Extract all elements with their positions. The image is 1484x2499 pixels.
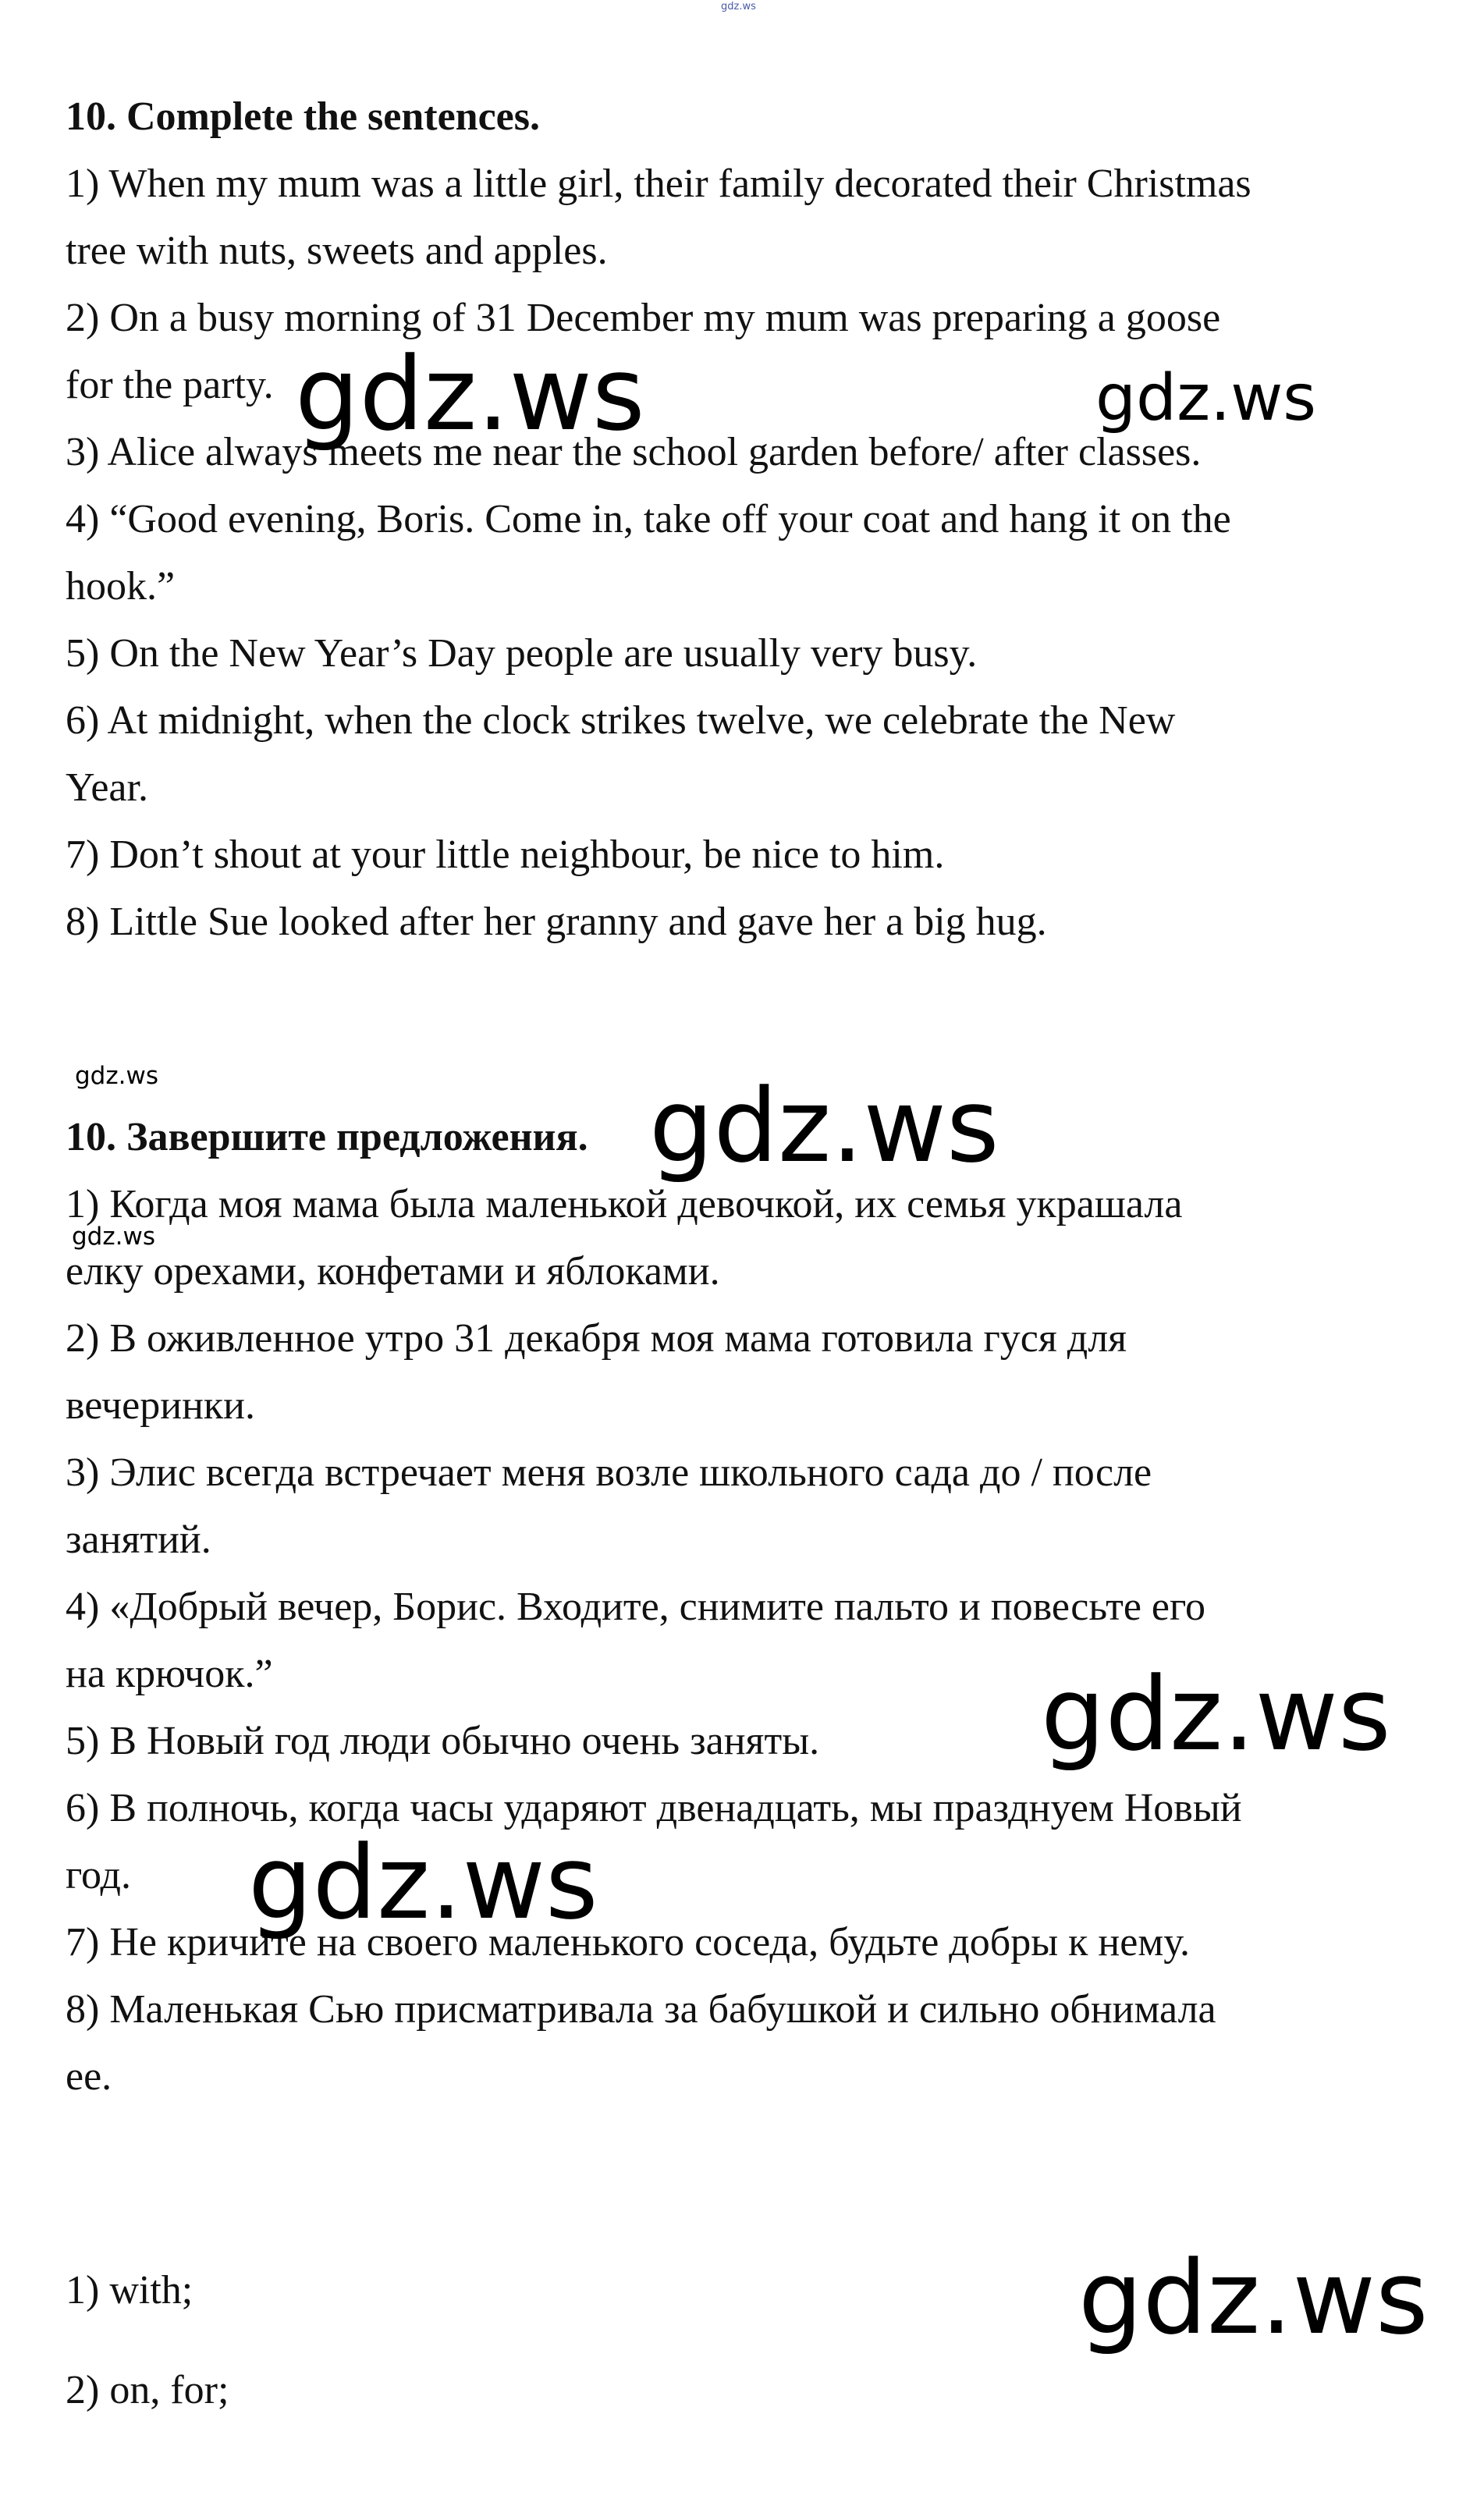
watermark-small: gdz.ws (75, 1062, 158, 1090)
watermark-small: gdz.ws (72, 1223, 155, 1251)
watermark-large: gdz.ws (649, 1067, 999, 1185)
english-line: 6) At midnight, when the clock strikes twelve, we celebrate the New (66, 698, 1176, 743)
watermark-large: gdz.ws (1041, 1655, 1391, 1773)
english-line: 7) Don’t shout at your little neighbour, be nice to him. (66, 832, 945, 877)
russian-line: вечеринки. (66, 1383, 256, 1428)
english-line: 8) Little Sue looked after her granny and gave her a big hug. (66, 900, 1047, 944)
english-line: for the party. (66, 363, 274, 407)
russian-line: елку орехами, конфетами и яблоками. (66, 1249, 720, 1294)
russian-line: 8) Маленькая Сью присматривала за бабушкой и сильно обнимала (66, 1987, 1216, 2032)
answer-line: 1) with; (66, 2268, 193, 2313)
russian-line: 2) В оживленное утро 31 декабря моя мама готовила гуся для (66, 1316, 1127, 1361)
russian-line: год. (66, 1853, 131, 1897)
russian-line: ее. (66, 2054, 112, 2099)
english-line: 1) When my mum was a little girl, their family decorated their Christmas (66, 162, 1251, 206)
english-heading: 10. Complete the sentences. (66, 94, 540, 139)
english-line: tree with nuts, sweets and apples. (66, 229, 608, 273)
russian-heading: 10. Завершите предложения. (66, 1115, 588, 1159)
english-line: Year. (66, 765, 148, 810)
russian-line: 4) «Добрый вечер, Борис. Входите, снимите пальто и повесьте его (66, 1585, 1206, 1629)
english-line: hook.” (66, 564, 176, 609)
russian-line: 1) Когда моя мама была маленькой девочкой, их семья украшала (66, 1182, 1183, 1226)
russian-line: на крючок.” (66, 1652, 273, 1696)
watermark-medium: gdz.ws (1095, 361, 1316, 435)
watermark-tiny: gdz.ws (721, 1, 756, 12)
english-line: 5) On the New Year’s Day people are usually very busy. (66, 631, 978, 676)
russian-line: занятий. (66, 1518, 211, 1562)
watermark-large: gdz.ws (248, 1823, 598, 1942)
russian-line: 7) Не кричите на своего маленького соседа, будьте добры к нему. (66, 1920, 1191, 1965)
russian-line: 6) В полночь, когда часы ударяют двенадцать, мы празднуем Новый (66, 1786, 1242, 1830)
russian-line: 5) В Новый год люди обычно очень заняты. (66, 1719, 820, 1763)
english-line: 4) “Good evening, Boris. Come in, take off your coat and hang it on the (66, 497, 1231, 541)
answer-line: 2) on, for; (66, 2368, 229, 2412)
watermark-large: gdz.ws (295, 335, 645, 453)
russian-line: 3) Элис всегда встречает меня возле школьного сада до / после (66, 1450, 1152, 1495)
english-line: 2) On a busy morning of 31 December my mum was preparing a goose (66, 296, 1221, 340)
english-line: 3) Alice always meets me near the school garden before/ after classes. (66, 430, 1202, 474)
watermark-large: gdz.ws (1078, 2238, 1429, 2357)
